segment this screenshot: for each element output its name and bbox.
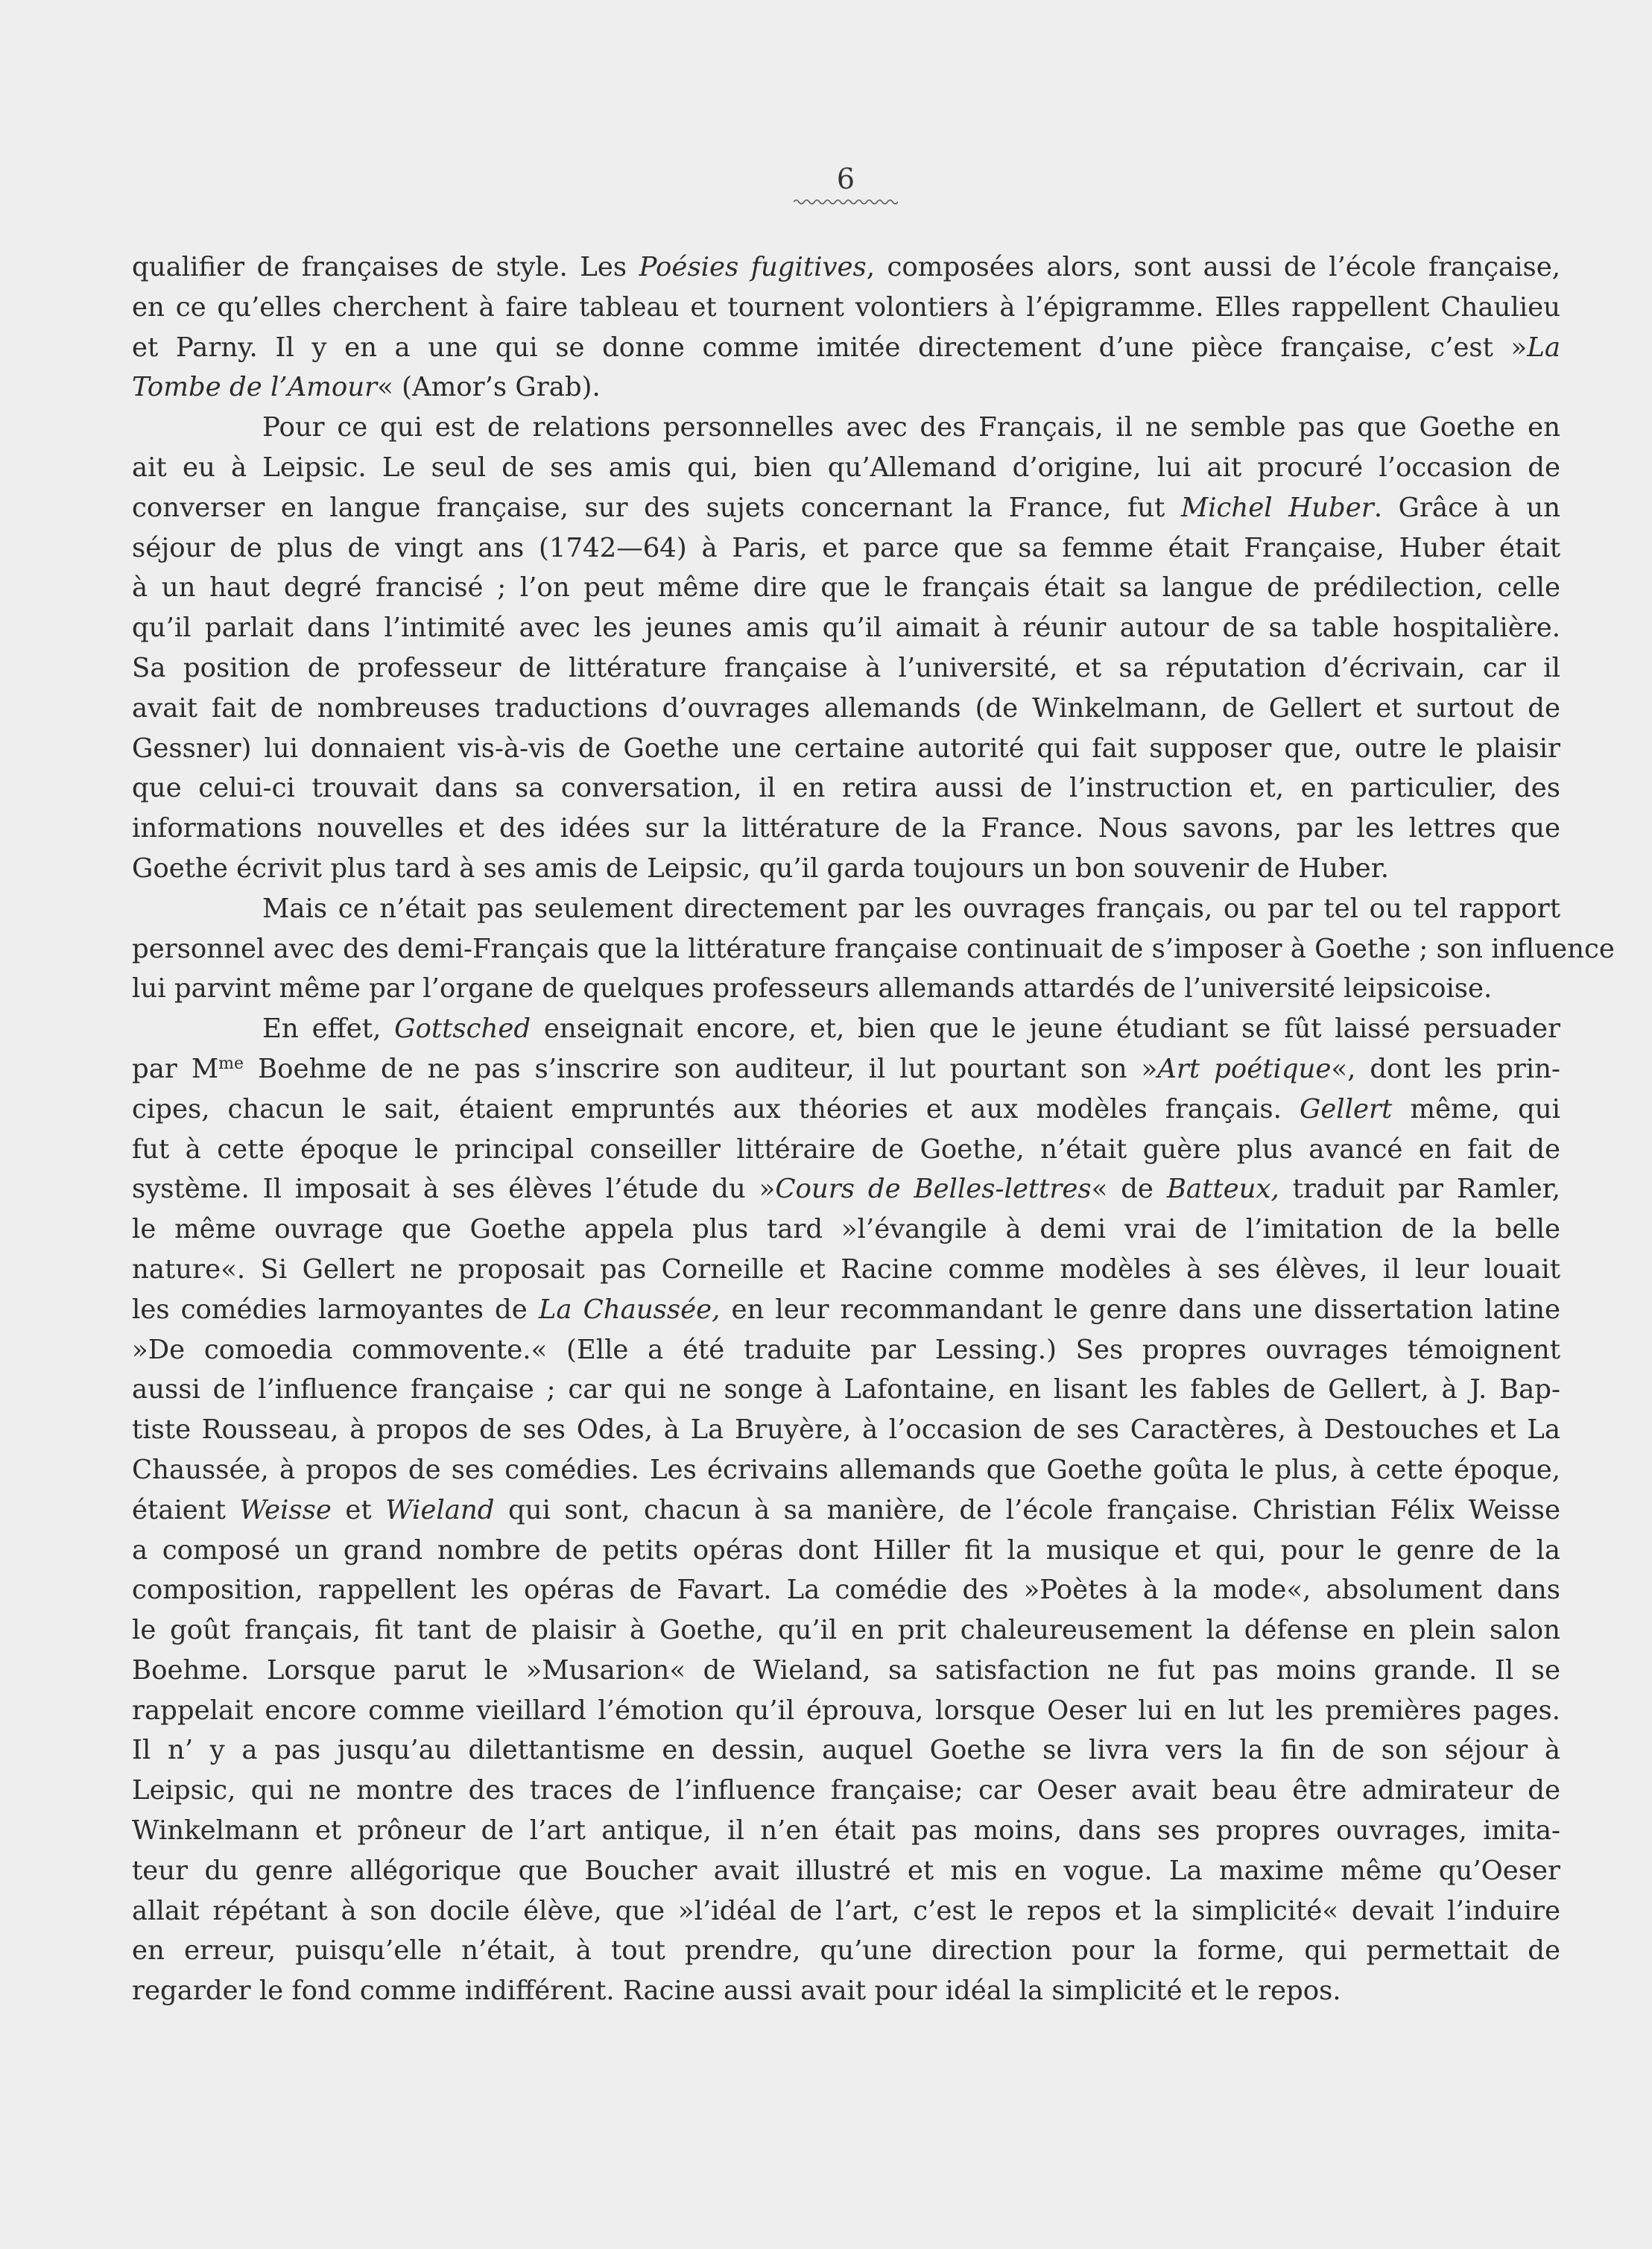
text-run: , composées alors, sont aussi de l’école française, [866,252,1560,282]
text-line [132,1531,1560,1571]
text-line [132,1570,1560,1610]
page-header [790,162,902,206]
text-run: personnel avec des demi-Français que la littérature française continuait de s’imposer à Goethe ; son influence [132,933,1615,964]
text-line [132,1290,1560,1330]
text-run: les comédies larmoyantes de [132,1294,539,1325]
text-run: Boehme. Lorsque parut le »Musarion« de Wieland, sa satisfaction ne fut pas moins grande. Il se [132,1654,1560,1686]
paragraph [132,889,1615,1009]
italic-text: Gellert [1299,1093,1393,1124]
text-line [132,1370,1560,1410]
paragraph [132,1009,1560,2011]
text-line [132,729,1560,769]
text-line [132,1771,1560,1811]
italic-text: La Chaussée, [538,1294,721,1325]
text-run: regarder le fond comme indifférent. Racine aussi avait pour idéal la simplicité et le repos. [132,1976,1341,2007]
italic-text: Gottsched [394,1013,531,1045]
text-run: et [331,1494,386,1525]
italic-text: Michel Huber [1180,492,1374,523]
page-number: 6 [836,162,855,195]
text-run: le même ouvrage que Goethe appela plus tard »l’évangile à demi vrai de l’imitation de la belle [132,1214,1560,1245]
italic-text: Batteux, [1166,1174,1279,1205]
text-run: Winkelmann et prôneur de l’art antique, il n’en était pas moins, dans ses propres ouvrages, imita- [132,1815,1560,1847]
text-run: Chaussée, à propos de ses comédies. Les écrivains allemands que Goethe goûta le plus, à cette époque, [132,1454,1560,1485]
text-line [132,969,1560,1009]
text-line [132,488,1560,528]
text-run: En effet, [262,1013,395,1045]
text-line [132,1931,1560,1971]
text-run: et Parny. Il y en a une qui se donne comme imitée directement d’une pièce française, c’est » [132,332,1528,363]
text-run: qualifier de françaises de style. Les [132,252,639,282]
text-run: Boehme de ne pas s’inscrire son auditeur, il lut pourtant son » [244,1053,1158,1084]
text-line [132,1490,1560,1531]
text-run: en erreur, puisqu’elle n’était, à tout prendre, qu’une direction pour la forme, qui permettait de [132,1935,1560,1967]
text-run: enseignait encore, et, bien que le jeune étudiant se fût laissé persuader [531,1013,1561,1045]
text-run: que celui-ci trouvait dans sa conversation, il en retira aussi de l’instruction et, en particulier, des [132,773,1560,804]
text-line [132,1209,1560,1250]
text-line [132,448,1560,488]
text-run: Pour ce qui est de relations personnelles avec des Français, il ne semble pas que Goethe en [262,412,1560,443]
text-run: en leur recommandant le genre dans une dissertation latine [720,1294,1560,1325]
text-line [132,929,1615,969]
italic-text: Cours de Belles-lettres [775,1174,1092,1205]
text-line [132,1330,1560,1370]
text-run: qu’il parlait dans l’intimité avec les jeunes amis qu’il aimait à réunir autour de sa table hospitalière. [132,613,1560,644]
text-run: nature«. Si Gellert ne proposait pas Corneille et Racine comme modèles à ses élèves, il leur louait [132,1253,1560,1285]
text-run: Leipsic, qui ne montre des traces de l’influence française; car Oeser avait beau être admirateur de [132,1775,1560,1806]
text-run: à un haut degré francisé ; l’on peut même dire que le français était sa langue de prédilection, celle [132,572,1560,604]
text-run: étaient [132,1494,240,1525]
text-run: Goethe écrivit plus tard à ses amis de Leipsic, qu’il garda toujours un bon souvenir de Huber. [132,853,1390,884]
text-line [132,849,1560,889]
text-run: avait fait de nombreuses traductions d’ouvrages allemands (de Winkelmann, de Gellert et surtout de [132,692,1560,724]
text-run: tiste Rousseau, à propos de ses Odes, à La Bruyère, à l’occasion de ses Caractères, à Destouches et La [132,1414,1560,1446]
text-run: me [218,1054,244,1073]
italic-text: Poésies fugitives [639,252,867,282]
text-run: »De comoedia commovente.« (Elle a été traduite par Lessing.) Ses propres ouvrages témoignent [132,1334,1560,1365]
text-run: informations nouvelles et des idées sur la littérature de la France. Nous savons, par les lettres que [132,813,1560,844]
text-line [132,1450,1560,1490]
text-run: cipes, chacun le sait, étaient empruntés aux théories et aux modèles français. [132,1093,1300,1124]
text-run: converser en langue française, sur des sujets concernant la France, fut [132,492,1181,523]
text-line [132,1250,1560,1290]
text-run: Mais ce n’était pas seulement directement par les ouvrages français, ou par tel ou tel rapport [262,893,1560,924]
text-line [132,889,1560,929]
text-line [132,247,1560,288]
italic-text: La [1527,332,1560,363]
text-line [132,568,1560,608]
text-run: en ce qu’elles cherchent à faire tableau et tournent volontiers à l’épigramme. Elles rappellent Chaulieu [132,291,1560,323]
text-run: traduit par Ramler, [1279,1174,1561,1205]
text-line [132,328,1560,368]
paragraph [132,247,1560,408]
text-run: teur du genre allégorique que Boucher avait illustré et mis en vogue. La maxime même qu’Oeser [132,1855,1560,1886]
text-run: Gessner) lui donnaient vis-à-vis de Goethe une certaine autorité qui fait supposer que, outre le plaisir [132,733,1560,764]
text-line [132,1009,1560,1049]
text-run: Il n’ y a pas jusqu’au dilettantisme en dessin, auquel Goethe se livra vers la fin de son séjour à [132,1735,1560,1766]
body-text [132,247,1615,2011]
text-run: a composé un grand nombre de petits opéras dont Hiller fit la musique et qui, pour le genre de la [132,1534,1560,1566]
italic-text: Tombe de l’Amour [132,372,378,403]
text-line [132,367,1560,408]
text-line [132,1971,1560,2011]
text-line [132,408,1560,448]
text-line [132,1130,1560,1170]
text-line [132,1811,1560,1851]
text-line [132,288,1560,328]
text-line [132,689,1560,729]
text-run: Sa position de professeur de littérature française à l’université, et sa réputation d’écrivain, car il [132,652,1560,683]
text-run: allait répétant à son docile élève, que »l’idéal de l’art, c’est le repos et la simplicité« devait l’induire [132,1895,1560,1926]
text-line [132,648,1560,689]
text-line [132,768,1560,809]
italic-text: Weisse [239,1494,332,1525]
text-run: même, qui [1392,1093,1560,1124]
text-run: rappelait encore comme vieillard l’émotion qu’il éprouva, lorsque Oeser lui en lut les premières pages. [132,1695,1560,1726]
text-line [132,1089,1560,1130]
text-line [132,528,1560,569]
text-run: lui parvint même par l’organe de quelques professeurs allemands attardés de l’université leipsicoise. [132,973,1493,1005]
text-run: « (Amor’s Grab). [377,372,601,403]
text-run: «, dont les prin- [1331,1053,1561,1084]
text-run: système. Il imposait à ses élèves l’étude du » [132,1174,776,1205]
text-line [132,1891,1560,1932]
text-line [132,1049,1560,1089]
text-line [132,809,1560,849]
italic-text: Wieland [385,1494,495,1525]
text-line [132,1730,1560,1771]
text-line [132,1691,1560,1731]
wavy-rule-ornament [794,198,898,206]
text-run: composition, rappellent les opéras de Favart. La comédie des »Poètes à la mode«, absolument dans [132,1575,1560,1606]
italic-text: Art poétique [1157,1053,1332,1084]
paragraph [132,408,1560,889]
text-run: fut à cette époque le principal conseiller littéraire de Goethe, n’était guère plus avancé en fait de [132,1133,1560,1165]
text-run: ait eu à Leipsic. Le seul de ses amis qui, bien qu’Allemand d’origine, lui ait procuré l’occasion de [132,452,1560,483]
text-run: séjour de plus de vingt ans (1742—64) à Paris, et parce que sa femme était Française, Huber était [132,532,1560,563]
text-line [132,1651,1560,1691]
text-run: qui sont, chacun à sa manière, de l’école française. Christian Félix Weisse [494,1494,1561,1525]
text-run: par M [132,1053,219,1084]
text-run: le goût français, fit tant de plaisir à Goethe, qu’il en prit chaleureusement la défense en plein salon [132,1615,1560,1646]
text-run: « de [1091,1174,1167,1205]
text-run: aussi de l’influence française ; car qui ne songe à Lafontaine, en lisant les fables de Gellert, à J. Bap- [132,1374,1560,1405]
text-line [132,1169,1560,1209]
text-line [132,608,1560,648]
text-line [132,1851,1560,1891]
text-line [132,1410,1560,1450]
text-line [132,1610,1560,1651]
text-run: . Grâce à un [1373,492,1560,523]
